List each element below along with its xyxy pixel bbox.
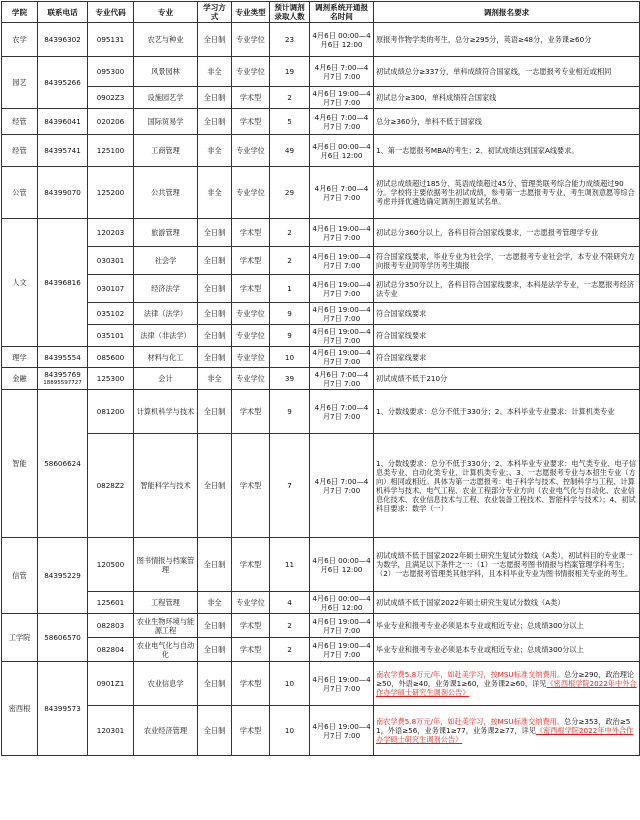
table-row bbox=[2, 592, 640, 614]
phone-number: 84395229 bbox=[44, 571, 81, 580]
phone-cell bbox=[38, 347, 88, 368]
major-type-cell: 学术型 bbox=[232, 662, 270, 706]
major-code-cell: 081200 bbox=[88, 390, 134, 434]
study-mode-cell: 全日制 bbox=[198, 662, 232, 706]
requirement-cell bbox=[374, 275, 640, 303]
major-code-cell: 120500 bbox=[88, 538, 134, 592]
phone-cell bbox=[38, 614, 88, 662]
phone-cell bbox=[38, 368, 88, 390]
major-name-cell: 会计 bbox=[134, 368, 198, 390]
open-time-cell: 4月6日 7:00—4月7日 7:00 bbox=[310, 109, 374, 135]
study-mode-cell: 全日制 bbox=[198, 638, 232, 662]
table-body bbox=[2, 23, 640, 756]
requirement-text: 初试成绩不低于国家2022年硕士研究生复试分数线（A类），初试科目的专业课一为数学，且满足以下条件之一：（1）一志愿报考图书情报与档案管理学科考生；（2）一志愿报考管理类其他学科，且本科毕业专业为图书情报相关专业的考生。 bbox=[376, 551, 633, 578]
major-code-cell: 125300 bbox=[88, 368, 134, 390]
table-row bbox=[2, 275, 640, 303]
phone-number: 84396041 bbox=[44, 117, 81, 126]
major-code-cell: 095300 bbox=[88, 57, 134, 87]
header-cell: 专业类型 bbox=[232, 2, 270, 23]
requirement-cell bbox=[374, 368, 640, 390]
phone-number: 84396302 bbox=[44, 35, 81, 44]
major-name-cell: 农业信息学 bbox=[134, 662, 198, 706]
major-code-cell: 082804 bbox=[88, 638, 134, 662]
header-cell: 预计调剂录取人数 bbox=[270, 2, 310, 23]
quota-cell: 11 bbox=[270, 538, 310, 592]
major-name-cell: 设施园艺学 bbox=[134, 87, 198, 109]
study-mode-cell: 全日制 bbox=[198, 325, 232, 347]
major-type-cell: 学术型 bbox=[232, 706, 270, 756]
notice-link[interactable]: 《密西根学院2022年中外合作办学硕士研究生调剂公告》 bbox=[376, 726, 634, 744]
study-mode-cell: 非全 bbox=[198, 57, 232, 87]
header-cell: 专业 bbox=[134, 2, 198, 23]
quota-cell: 29 bbox=[270, 167, 310, 219]
requirement-cell bbox=[374, 434, 640, 538]
major-code-cell: 030107 bbox=[88, 275, 134, 303]
requirement-cell bbox=[374, 706, 640, 756]
college-cell: 金融 bbox=[2, 368, 38, 390]
requirement-text: 初试总分≥300，单科成绩符合国家线 bbox=[376, 93, 497, 102]
quota-cell: 10 bbox=[270, 662, 310, 706]
major-code-cell: 125100 bbox=[88, 135, 134, 167]
quota-cell: 5 bbox=[270, 109, 310, 135]
study-mode-cell: 非全 bbox=[198, 368, 232, 390]
table-row bbox=[2, 614, 640, 638]
header-cell: 专业代码 bbox=[88, 2, 134, 23]
requirement-cell bbox=[374, 23, 640, 57]
requirement-cell bbox=[374, 325, 640, 347]
study-mode-cell: 全日制 bbox=[198, 538, 232, 592]
major-code-cell: 0902Z3 bbox=[88, 87, 134, 109]
open-time-cell: 4月6日 19:00—4月7日 7:00 bbox=[310, 303, 374, 325]
open-time-cell: 4月6日 7:00—4月7日 7:00 bbox=[310, 167, 374, 219]
requirement-text: 初试成绩不低于国家2022年硕士研究生复试分数线（A类） bbox=[376, 598, 565, 607]
major-code-cell: 030301 bbox=[88, 247, 134, 275]
college-cell: 人文 bbox=[2, 219, 38, 347]
major-code-cell: 0901Z1 bbox=[88, 662, 134, 706]
major-type-cell: 学术型 bbox=[232, 638, 270, 662]
table-row bbox=[2, 167, 640, 219]
table-row bbox=[2, 87, 640, 109]
study-mode-cell: 全日制 bbox=[198, 109, 232, 135]
quota-cell: 10 bbox=[270, 347, 310, 368]
phone-cell bbox=[38, 23, 88, 57]
major-name-cell: 经济法学 bbox=[134, 275, 198, 303]
open-time-cell: 4月6日 19:00—4月7日 7:00 bbox=[310, 325, 374, 347]
table-row bbox=[2, 219, 640, 247]
header-cell: 学院 bbox=[2, 2, 38, 23]
requirement-cell bbox=[374, 592, 640, 614]
table-row bbox=[2, 662, 640, 706]
study-mode-cell: 全日制 bbox=[198, 219, 232, 247]
requirement-cell bbox=[374, 347, 640, 368]
open-time-cell: 4月6日 19:00—4月7日 7:00 bbox=[310, 87, 374, 109]
quota-cell: 9 bbox=[270, 303, 310, 325]
table-row bbox=[2, 247, 640, 275]
table-row bbox=[2, 109, 640, 135]
requirement-cell bbox=[374, 390, 640, 434]
requirement-text: 1、第一志愿报考MBA的考生；2、初试成绩达到国家A线要求。 bbox=[376, 146, 579, 155]
header-cell: 调剂报名要求 bbox=[374, 2, 640, 23]
open-time-cell: 4月6日 00:00—4月6日 12:00 bbox=[310, 23, 374, 57]
quota-cell: 19 bbox=[270, 57, 310, 87]
college-cell: 理学 bbox=[2, 347, 38, 368]
study-mode-cell: 非全 bbox=[198, 167, 232, 219]
table-header-row bbox=[2, 2, 640, 23]
college-cell: 工学院 bbox=[2, 614, 38, 662]
quota-cell: 1 bbox=[270, 275, 310, 303]
phone-cell bbox=[38, 57, 88, 109]
major-name-cell: 农业电气化与自动化 bbox=[134, 638, 198, 662]
major-name-cell: 农业生物环境与能源工程 bbox=[134, 614, 198, 638]
header-cell: 调剂系统开通报名时间 bbox=[310, 2, 374, 23]
requirement-cell bbox=[374, 638, 640, 662]
major-code-cell: 082803 bbox=[88, 614, 134, 638]
study-mode-cell: 全日制 bbox=[198, 247, 232, 275]
requirement-cell bbox=[374, 167, 640, 219]
phone-number: 84395769 bbox=[44, 369, 81, 379]
open-time-cell: 4月6日 7:00—4月7日 7:00 bbox=[310, 368, 374, 390]
requirement-text: 初试总分350分以上，各科目符合国家线要求，本科是法学专业，一志愿报考经济法专业 bbox=[376, 279, 635, 298]
quota-cell: 2 bbox=[270, 87, 310, 109]
quota-cell: 4 bbox=[270, 592, 310, 614]
college-cell: 园艺 bbox=[2, 57, 38, 109]
phone-number: 84395741 bbox=[44, 146, 81, 155]
major-code-cell: 120203 bbox=[88, 219, 134, 247]
table-row bbox=[2, 390, 640, 434]
major-name-cell: 农业经济管理 bbox=[134, 706, 198, 756]
major-code-cell: 035102 bbox=[88, 303, 134, 325]
quota-cell: 9 bbox=[270, 325, 310, 347]
open-time-cell: 4月6日 19:00—4月7日 7:00 bbox=[310, 614, 374, 638]
requirement-text: 初试总分360分以上，各科目符合国家线要求，一志愿报考管理学专业 bbox=[376, 228, 599, 237]
major-type-cell: 学术型 bbox=[232, 614, 270, 638]
requirement-text: 总分≥360分，单科不低于国家线 bbox=[376, 117, 482, 126]
major-name-cell: 法律（法学） bbox=[134, 303, 198, 325]
requirement-text: 总分≥290，政治理论≥50，外语≥40，业务课1≥60，业务课2≥60，详见 bbox=[376, 670, 635, 688]
study-mode-cell: 全日制 bbox=[198, 347, 232, 368]
study-mode-cell: 全日制 bbox=[198, 614, 232, 638]
phone-cell bbox=[38, 135, 88, 167]
table-row bbox=[2, 303, 640, 325]
study-mode-cell: 全日制 bbox=[198, 303, 232, 325]
major-code-cell: 035101 bbox=[88, 325, 134, 347]
header-cell: 学习方式 bbox=[198, 2, 232, 23]
transfer-table bbox=[1, 1, 640, 756]
major-type-cell: 学术型 bbox=[232, 390, 270, 434]
major-type-cell: 学术型 bbox=[232, 247, 270, 275]
major-type-cell: 专业学位 bbox=[232, 303, 270, 325]
table-row bbox=[2, 23, 640, 57]
college-cell: 农学 bbox=[2, 23, 38, 57]
open-time-cell: 4月6日 00:00—4月6日 12:00 bbox=[310, 538, 374, 592]
major-code-cell: 095131 bbox=[88, 23, 134, 57]
major-code-cell: 0828Z2 bbox=[88, 434, 134, 538]
open-time-cell: 4月6日 19:00—4月7日 7:00 bbox=[310, 638, 374, 662]
major-name-cell: 智能科学与技术 bbox=[134, 434, 198, 538]
major-name-cell: 国际贸易学 bbox=[134, 109, 198, 135]
major-type-cell: 学术型 bbox=[232, 275, 270, 303]
requirement-cell bbox=[374, 135, 640, 167]
phone-cell bbox=[38, 219, 88, 347]
phone-number-secondary: 18895597727 bbox=[43, 379, 82, 386]
phone-number: 58606570 bbox=[44, 633, 81, 642]
college-cell: 经管 bbox=[2, 109, 38, 135]
major-name-cell: 材料与化工 bbox=[134, 347, 198, 368]
major-type-cell: 学术型 bbox=[232, 87, 270, 109]
major-type-cell: 学术型 bbox=[232, 109, 270, 135]
phone-number: 84396816 bbox=[44, 278, 81, 287]
major-type-cell: 专业学位 bbox=[232, 592, 270, 614]
major-name-cell: 公共管理 bbox=[134, 167, 198, 219]
open-time-cell: 4月6日 19:00—4月7日 7:00 bbox=[310, 219, 374, 247]
major-code-cell: 125200 bbox=[88, 167, 134, 219]
requirement-text: 符合国家线要求 bbox=[376, 309, 427, 318]
requirement-cell bbox=[374, 538, 640, 592]
phone-number: 84395266 bbox=[44, 78, 81, 87]
requirement-text: 1、分数线要求：总分不低于330分；2、本科毕业专业要求：电气类专业、电子信息类专业、自动化类专业、计算机类专业；、3、一志愿报考专业与本招生专业（方向）相同或相近。具体为第一志愿报考：电子科学与技术、控制科学与工程、计算机科学与技术、电气工程、农业工程部分专业方向（农业电气化与自动化、农业信息化技术、农业信息技术与工程、农业装备工程技术、智能科学与技术）；4、初试科目要求：数学（一） bbox=[376, 458, 637, 513]
college-cell: 信管 bbox=[2, 538, 38, 614]
requirement-text: 初试成绩总分≥337分，单科成绩符合国家线，一志愿报考专业相近或相同 bbox=[376, 67, 612, 76]
quota-cell: 2 bbox=[270, 638, 310, 662]
open-time-cell: 4月6日 19:00—4月7日 7:00 bbox=[310, 275, 374, 303]
requirement-text: 符合国家线要求 bbox=[376, 331, 427, 340]
table-row bbox=[2, 434, 640, 538]
study-mode-cell: 全日制 bbox=[198, 23, 232, 57]
phone-number: 58606624 bbox=[44, 459, 81, 468]
requirement-cell bbox=[374, 303, 640, 325]
study-mode-cell: 全日制 bbox=[198, 390, 232, 434]
phone-number: 84399573 bbox=[44, 704, 81, 713]
open-time-cell: 4月6日 19:00—4月7日 7:00 bbox=[310, 347, 374, 368]
table-row bbox=[2, 638, 640, 662]
major-name-cell: 工商管理 bbox=[134, 135, 198, 167]
requirement-cell bbox=[374, 662, 640, 706]
major-code-cell: 120301 bbox=[88, 706, 134, 756]
requirement-cell bbox=[374, 614, 640, 638]
open-time-cell: 4月6日 19:00—4月7日 7:00 bbox=[310, 706, 374, 756]
major-type-cell: 专业学位 bbox=[232, 368, 270, 390]
tuition-note: 南农学费5.8万元/年，如赴美学习，按MSU标准交纳费用。 bbox=[376, 717, 565, 726]
table-row bbox=[2, 347, 640, 368]
major-name-cell: 图书情报与档案管理 bbox=[134, 538, 198, 592]
phone-cell bbox=[38, 390, 88, 538]
requirement-text: 毕业专业和报考专业必须是本专业或相近专业；总成绩300分以上 bbox=[376, 645, 584, 654]
requirement-cell bbox=[374, 219, 640, 247]
major-name-cell: 法律（非法学） bbox=[134, 325, 198, 347]
phone-number: 84395554 bbox=[44, 352, 81, 362]
major-type-cell: 学术型 bbox=[232, 434, 270, 538]
major-name-cell: 风景园林 bbox=[134, 57, 198, 87]
table-row bbox=[2, 538, 640, 592]
major-name-cell: 农艺与种业 bbox=[134, 23, 198, 57]
major-type-cell: 学术型 bbox=[232, 219, 270, 247]
quota-cell: 9 bbox=[270, 390, 310, 434]
table-row bbox=[2, 57, 640, 87]
study-mode-cell: 全日制 bbox=[198, 275, 232, 303]
major-type-cell: 专业学位 bbox=[232, 23, 270, 57]
requirement-text: 符合国家线要求 bbox=[376, 352, 427, 362]
phone-cell bbox=[38, 167, 88, 219]
phone-cell bbox=[38, 538, 88, 614]
major-name-cell: 社会学 bbox=[134, 247, 198, 275]
phone-number: 84399070 bbox=[44, 188, 81, 197]
college-cell: 智能 bbox=[2, 390, 38, 538]
study-mode-cell: 非全 bbox=[198, 135, 232, 167]
requirement-text: 符合国家线要求，毕业专业为社会学，一志愿报考专业社会学，本专业不限研究方向报考专业同等学历考生填报 bbox=[376, 251, 635, 270]
requirement-text: 初试总成绩超过185分、英语成绩超过45分、管理类联考综合能力成绩超过90分。学校将主要依据考生初试成绩，参考第一志愿报考专业、考生调剂意愿等综合考虑并择优遴选确定调剂生源复试名单。 bbox=[376, 179, 635, 206]
study-mode-cell: 全日制 bbox=[198, 706, 232, 756]
college-cell: 经管 bbox=[2, 135, 38, 167]
major-type-cell: 专业学位 bbox=[232, 135, 270, 167]
table-row bbox=[2, 325, 640, 347]
open-time-cell: 4月6日 00:00—4月6日 12:00 bbox=[310, 135, 374, 167]
table-row bbox=[2, 706, 640, 756]
college-cell: 公管 bbox=[2, 167, 38, 219]
phone-cell bbox=[38, 109, 88, 135]
requirement-text: 毕业专业和报考专业必须是本专业或相近专业；总成绩300分以上 bbox=[376, 621, 584, 630]
requirement-text: 总分≥353，政治≥51，外语≥56，业务课1≥77，业务课2≥77，详见 bbox=[376, 717, 631, 735]
major-type-cell: 专业学位 bbox=[232, 57, 270, 87]
requirement-cell bbox=[374, 109, 640, 135]
study-mode-cell: 全日制 bbox=[198, 434, 232, 538]
requirement-text: 初试成绩不低于210分 bbox=[376, 374, 448, 383]
quota-cell: 39 bbox=[270, 368, 310, 390]
requirement-cell bbox=[374, 247, 640, 275]
major-type-cell: 专业学位 bbox=[232, 347, 270, 368]
major-name-cell: 旅游管理 bbox=[134, 219, 198, 247]
major-code-cell: 125601 bbox=[88, 592, 134, 614]
requirement-cell bbox=[374, 57, 640, 87]
requirement-text: 原报考作物学类的考生，总分≥295分，英语≥48分，业务课≥60分 bbox=[376, 35, 592, 44]
major-name-cell: 计算机科学与技术 bbox=[134, 390, 198, 434]
open-time-cell: 4月6日 7:00—4月7日 7:00 bbox=[310, 434, 374, 538]
open-time-cell: 4月6日 00:00—4月6日 12:00 bbox=[310, 592, 374, 614]
table-row bbox=[2, 368, 640, 390]
quota-cell: 7 bbox=[270, 434, 310, 538]
open-time-cell: 4月6日 7:00—4月7日 7:00 bbox=[310, 390, 374, 434]
study-mode-cell: 全日制 bbox=[198, 87, 232, 109]
open-time-cell: 4月6日 7:00—4月7日 7:00 bbox=[310, 57, 374, 87]
quota-cell: 2 bbox=[270, 614, 310, 638]
major-name-cell: 工程管理 bbox=[134, 592, 198, 614]
quota-cell: 2 bbox=[270, 247, 310, 275]
major-type-cell: 专业学位 bbox=[232, 167, 270, 219]
table-row bbox=[2, 135, 640, 167]
header-cell: 联系电话 bbox=[38, 2, 88, 23]
quota-cell: 2 bbox=[270, 219, 310, 247]
tuition-note: 南农学费5.8万元/年，如赴美学习，按MSU标准交纳费用。 bbox=[376, 670, 565, 679]
quota-cell: 10 bbox=[270, 706, 310, 756]
open-time-cell: 4月6日 19:00—4月7日 7:00 bbox=[310, 662, 374, 706]
major-code-cell: 085600 bbox=[88, 347, 134, 368]
quota-cell: 49 bbox=[270, 135, 310, 167]
study-mode-cell: 非全 bbox=[198, 592, 232, 614]
phone-cell bbox=[38, 662, 88, 756]
requirement-cell bbox=[374, 87, 640, 109]
major-type-cell: 学术型 bbox=[232, 538, 270, 592]
major-type-cell: 专业学位 bbox=[232, 325, 270, 347]
requirement-text: 1、分数线要求：总分不低于330分；2、本科毕业专业要求：计算机类专业 bbox=[376, 407, 615, 416]
open-time-cell: 4月6日 19:00—4月7日 7:00 bbox=[310, 247, 374, 275]
college-cell: 密西根 bbox=[2, 662, 38, 756]
major-code-cell: 020206 bbox=[88, 109, 134, 135]
notice-link[interactable]: 《密西根学院2022年中外合作办学硕士研究生调剂公告》 bbox=[376, 679, 637, 697]
quota-cell: 23 bbox=[270, 23, 310, 57]
